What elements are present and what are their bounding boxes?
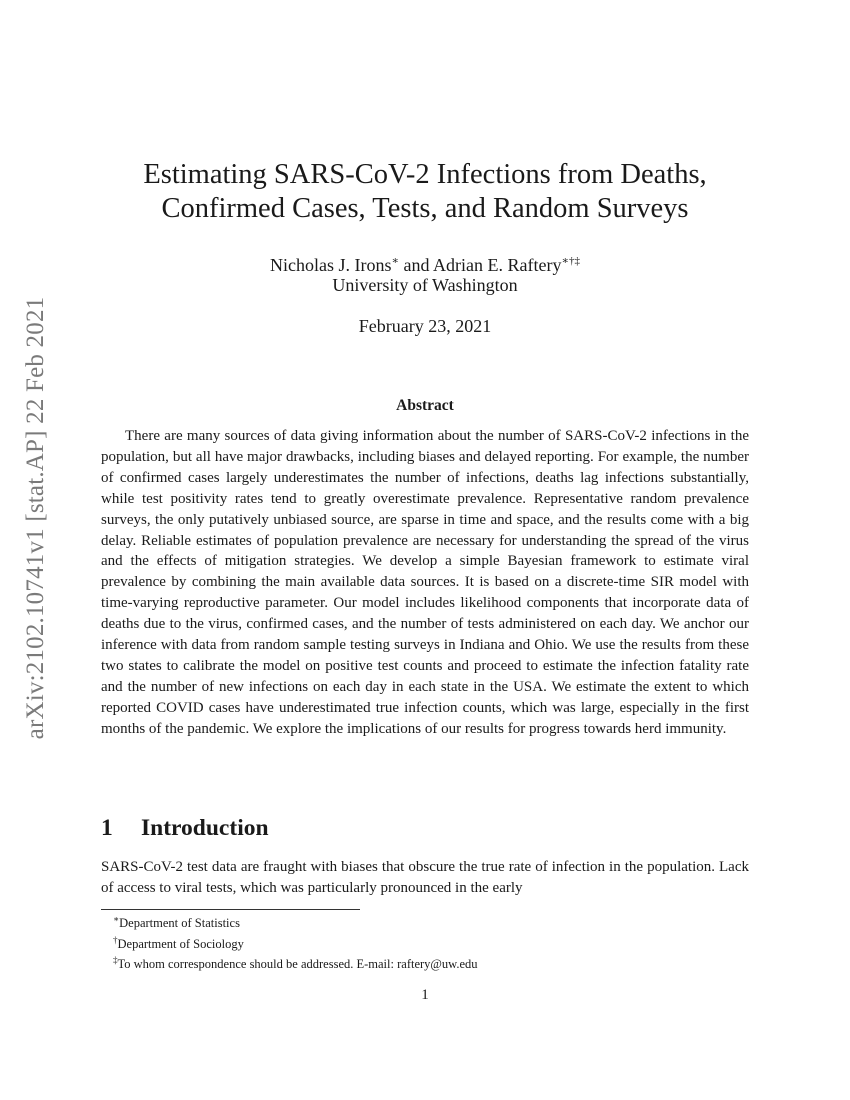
arxiv-identifier: arXiv:2102.10741v1 [stat.AP] 22 Feb 2021 <box>22 296 49 740</box>
publication-date: February 23, 2021 <box>358 316 492 336</box>
footnote-mark: ∗ <box>113 914 120 924</box>
arxiv-sidebar <box>16 296 56 740</box>
author-name: Adrian E. Raftery <box>433 255 562 275</box>
author-affiliation-mark: ∗†‡ <box>561 255 580 267</box>
section-title: Introduction <box>141 815 269 841</box>
author-affiliation-mark: ∗ <box>391 255 400 267</box>
footnote-divider <box>101 909 360 910</box>
footnote-text: Department of Statistics <box>119 916 240 931</box>
paper-title <box>100 158 750 226</box>
introduction-text: SARS-CoV-2 test data are fraught with biases that obscure the true rate of infection in the population. Lack of access to viral tests, which was particularly pronounced in the early <box>101 859 749 896</box>
footnote-text: Department of Sociology <box>117 936 244 951</box>
footnote-mark: ‡ <box>113 955 118 966</box>
abstract-heading: Abstract <box>396 397 454 414</box>
section-number: 1 <box>101 815 113 841</box>
page-number: 1 <box>421 987 429 1003</box>
title-line-2: Confirmed Cases, Tests, and Random Surveys <box>161 193 689 224</box>
author-name: Nicholas J. Irons <box>270 255 392 275</box>
footnote-text: To whom correspondence should be addressed. E-mail: raftery@uw.edu <box>117 957 478 972</box>
affiliation: University of Washington <box>332 275 518 295</box>
abstract-text: There are many sources of data giving information about the number of SARS-CoV-2 infections in the population, but all have major drawbacks, including biases and delayed reporting. For example, the number of confirmed cases largely underestimates the number of infections, deaths lag infections substantially, while test positivity rates tend to greatly overestimate prevalence. Representative random prevalence surveys, the only putatively unbiased source, are sparse in time and space, and the results come with a big delay. Reliable estimates of population prevalence are necessary for understanding the spread of the virus and the effects of mitigation strategies. We develop a simple Bayesian framework to estimate viral prevalence by combining the main available data sources. It is based on a discrete-time SIR model with time-varying reproductive parameter. Our model includes likelihood components that incorporate data of deaths due to the virus, confirmed cases, and the number of tests administered on each day. We anchor our inference with data from random sample testing surveys in Indiana and Ohio. We use the results from these two states to calibrate the model on positive test counts and proceed to estimate the infection fatality rate and the number of new infections on each day in each state in the USA. We estimate the extent to which reported COVID cases have underestimated true infection counts, which was large, especially in the first months of the pandemic. We explore the implications of our results for progress towards herd immunity. <box>101 428 749 737</box>
author-list <box>100 250 750 276</box>
footnote <box>113 911 478 932</box>
footnotes <box>113 911 478 973</box>
footnote <box>113 932 478 953</box>
title-line-1: Estimating SARS-CoV-2 Infections from Deaths, <box>143 159 707 190</box>
footnote <box>113 952 478 973</box>
footnote-mark: † <box>113 934 118 945</box>
section-heading <box>101 815 269 842</box>
author-conjunction: and <box>399 255 434 275</box>
